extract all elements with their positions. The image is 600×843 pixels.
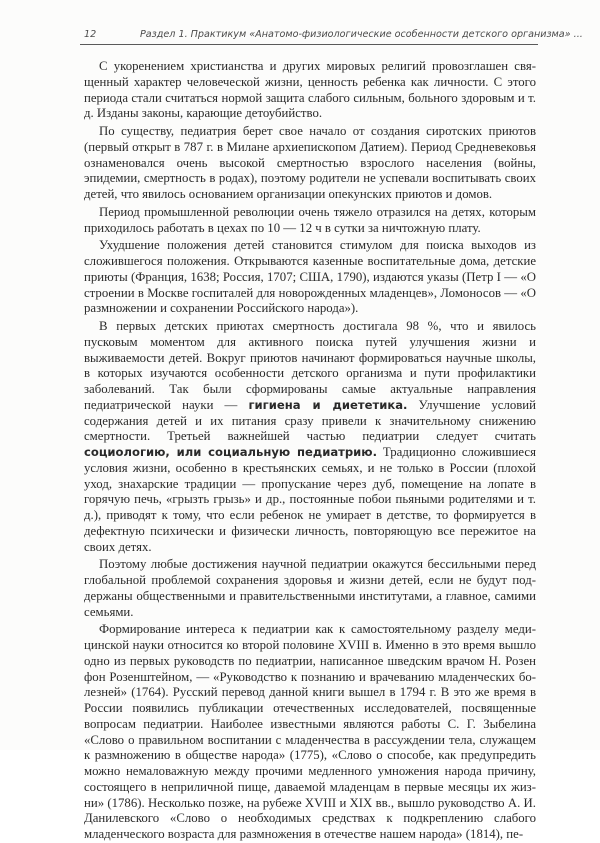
- paragraph-text: Традиционно сложившиеся условия жизни, особенно в крестьянских семьях, и не только в России (плохой уход, знахарские традиции — пропускание через дуб, помещение на лопате в горячую печь, «грызть грызь» и др., постоянные побои пьяными родителями и т. д.), приводят к тому, что если ребенок не умирает в детстве, то формируется в дефектную психически и физически личность, повторяющую все пережитое на своих детях.: [84, 445, 536, 554]
- paragraph: Поэтому любые достижения научной педиатрии окажутся бессильными перед глобальной проблемой сохранения здоровья и жизни детей, если не будут поддержаны общественными и правительственными институтами, а главное, самими семьями.: [84, 557, 536, 619]
- paragraph: Формирование интереса к педиатрии как к самостоятельному разделу медицинской науки относится ко второй половине XVIII в. Именно в это время вышло одно из первых руководств по педиатрии, написанное шведским врачом Н. Розен фон Розенштейном, — «Руководство к познанию и врачеванию младенческих болезней» (1764). Русский перевод данной книги вышел в 1794 г. В это же время в России появились публикации отечественных исследователей, посвященные вопросам педиатрии. Наиболее известными являются работы С. Г. Зыбелина «Слово о правильном воспитании с младенчества в рассуждении тела, служащем к размножению в обществе народа» (1775), «Слово о способе, как предупредить можно немаловажную между прочими медленного умножения народа причину, состоящего в неприличной пище, даваемой младенцам в первые месяцы их жизни» (1786). Несколько позже, на рубеже XVIII и XIX вв., вышло руководство А. И. Данилевского «Слово о необходимых средствах к подкреплению слабого младенческого возраста для размножения в отечестве нашем народа» (1814), пе-: [84, 622, 536, 841]
- paragraph: [84, 319, 536, 555]
- paragraph: Период промышленной революции очень тяжело отразился на детях, которым приходилось работать в цехах по 10 — 12 ч в сутки за ничтожную плату.: [84, 204, 536, 235]
- bold-term-hygiene: гигиена и диететика.: [248, 397, 408, 412]
- paragraph-text: Улучшение условий содержания детей и их питания сразу привели к значительному снижению смертности. Третьей важнейшей частью педиатрии следует считать: [84, 397, 536, 444]
- paragraph: С укоренением христианства и других мировых религий провозглашен священный характер человеческой жизни, ценность ребенка как личности. С этого периода стали считаться нормой защита слабого сильным, больного здоровым и т. д. Изданы законы, карающие детоубийство.: [84, 59, 536, 121]
- paragraph: Ухудшение положения детей становится стимулом для поиска выходов из сложившегося положения. Открываются казенные воспитательные дома, детские приюты (Франция, 1638; Россия, 1707; США, 1790), издаются указы (Петр I — «О строении в Москве госпиталей для новорожденных младенцев», Ломоносов — «О размножении и сохранении Российского народа»).: [84, 238, 536, 316]
- paragraph: По существу, педиатрия берет свое начало от создания сиротских приютов (первый открыт в 787 г. в Милане архиепископом Датием). Период Средневековья ознаменовался очень высокой смертностью взрослого населения (войны, эпидемии, смертность в родах), поэтому родители не успевали воспитывать своих детей, что явилось основанием организации опекунских приютов и домов.: [84, 124, 536, 201]
- paragraph-text: В первых детских приютах смертность достигала 98 %, что и явилось пусковым моментом для активного поиска путей улучшения жизни и выживаемости детей. Вокруг приютов начинают формироваться научные школы, в которых изучаются особенности детского организма и пути профилактики заболеваний. Так были сформированы самые актуальные направления педиатрической науки —: [84, 319, 536, 412]
- running-title: Раздел 1. Практикум «Анатомо-физиологические особенности детского организма» ...: [140, 29, 583, 40]
- bold-term-social-pediatrics: социологию, или социальную педиатрию.: [84, 445, 377, 459]
- body-text: [84, 59, 536, 843]
- running-header: [80, 24, 583, 45]
- page-number: 12: [84, 29, 97, 40]
